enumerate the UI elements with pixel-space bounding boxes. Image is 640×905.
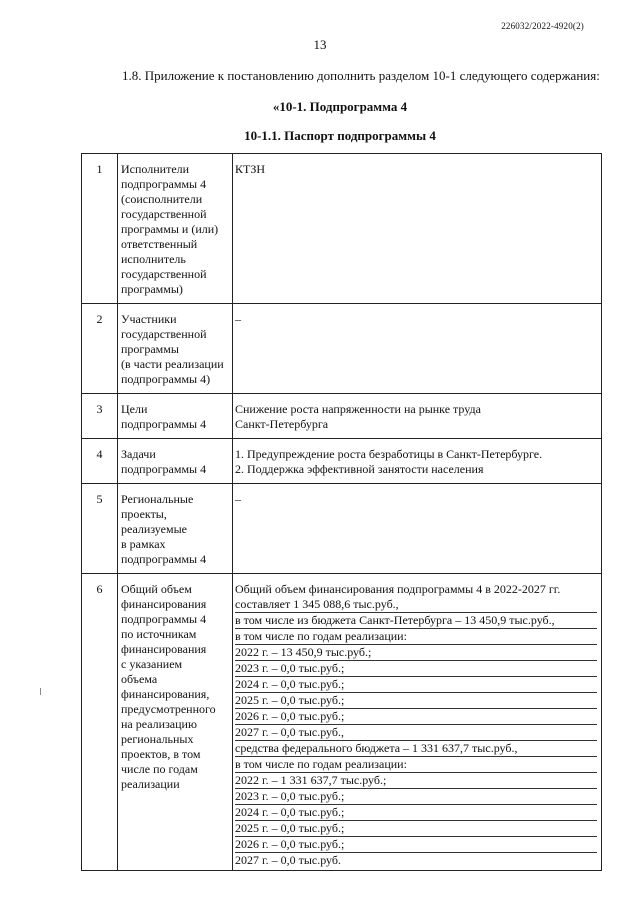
row-number: 1 — [82, 154, 118, 304]
row-label-line: числе по годам — [121, 762, 198, 776]
row-label-line: реализации — [121, 777, 180, 791]
row-label-line: проекты, — [121, 507, 167, 521]
row-content-line: в том числе по годам реализации: — [235, 757, 597, 773]
row-content — [233, 154, 602, 304]
row-label-line: реализуемые — [121, 522, 187, 536]
table-row — [82, 304, 602, 394]
row-label-line: подпрограммы 4 — [121, 462, 207, 476]
section-title: «10-1. Подпрограмма 4 — [272, 99, 408, 114]
table-row — [82, 574, 602, 871]
row-content-line: в том числе по годам реализации: — [235, 629, 597, 645]
row-label-line: ответственный — [121, 237, 198, 251]
row-content-line: 2025 г. – 0,0 тыс.руб.; — [235, 693, 597, 709]
row-content-line: 2024 г. – 0,0 тыс.руб.; — [235, 805, 597, 821]
row-label-line: в рамках — [121, 537, 166, 551]
passport-table-body — [82, 154, 602, 871]
row-label-line: на реализацию — [121, 717, 197, 731]
table-row — [82, 439, 602, 484]
row-content — [233, 394, 602, 439]
passport-table — [81, 153, 602, 871]
row-label-line: по источникам — [121, 627, 197, 641]
row-label-line: программы — [121, 342, 179, 356]
row-number: 4 — [82, 439, 118, 484]
row-label — [118, 574, 233, 871]
row-content-line: – — [235, 492, 241, 506]
row-number: 2 — [82, 304, 118, 394]
page-number: 13 — [313, 37, 327, 52]
row-label — [118, 394, 233, 439]
row-content-line: 2027 г. – 0,0 тыс.руб. — [235, 853, 341, 867]
row-content-line: 2026 г. – 0,0 тыс.руб.; — [235, 837, 597, 853]
row-label-line: Задачи — [121, 447, 156, 461]
row-label — [118, 439, 233, 484]
row-label-line: финансирования — [121, 642, 207, 656]
row-label-line: подпрограммы 4 — [121, 552, 207, 566]
row-content — [233, 574, 602, 871]
row-label-line: проектов, в том — [121, 747, 201, 761]
row-label-line: подпрограммы 4) — [121, 372, 211, 386]
row-content-line: 2023 г. – 0,0 тыс.руб.; — [235, 789, 597, 805]
row-label-line: (в части реализации — [121, 357, 224, 371]
row-number: 6 — [82, 574, 118, 871]
table-row — [82, 154, 602, 304]
row-content — [233, 439, 602, 484]
margin-mark — [40, 688, 41, 695]
row-label-line: Участники — [121, 312, 177, 326]
row-label — [118, 484, 233, 574]
row-number: 5 — [82, 484, 118, 574]
row-content-line: 2023 г. – 0,0 тыс.руб.; — [235, 661, 597, 677]
row-label-line: государственной — [121, 207, 207, 221]
row-label-line: подпрограммы 4 — [121, 177, 207, 191]
table-row — [82, 394, 602, 439]
subsection-title: 10-1.1. Паспорт подпрограммы 4 — [244, 128, 436, 143]
row-content — [233, 304, 602, 394]
row-label-line: Цели — [121, 402, 148, 416]
row-label-line: Исполнители — [121, 162, 190, 176]
row-label-line: исполнитель — [121, 252, 186, 266]
row-label — [118, 304, 233, 394]
row-label-line: государственной — [121, 327, 207, 341]
row-label-line: программы и (или) — [121, 222, 219, 236]
row-label-line: региональных — [121, 732, 194, 746]
row-content-line: 2022 г. – 13 450,9 тыс.руб.; — [235, 645, 597, 661]
row-label-line: финансирования — [121, 597, 207, 611]
row-content-line: Общий объем финансирования подпрограммы 4 в 2022-2027 гг. — [235, 582, 561, 596]
row-label-line: Общий объем — [121, 582, 192, 596]
row-number: 3 — [82, 394, 118, 439]
row-content-line: – — [235, 312, 241, 326]
row-content-line: 2022 г. – 1 331 637,7 тыс.руб.; — [235, 773, 597, 789]
row-label-line: финансирования, — [121, 687, 210, 701]
row-content-line: в том числе из бюджета Санкт-Петербурга – 13 450,9 тыс.руб., — [235, 613, 597, 629]
row-content-line: составляет 1 345 088,6 тыс.руб., — [235, 597, 597, 613]
row-content-line: КТЗН — [235, 162, 266, 176]
row-label-line: (соисполнители — [121, 192, 203, 206]
row-content-line: 2024 г. – 0,0 тыс.руб.; — [235, 677, 597, 693]
row-content-line: Санкт-Петербурга — [235, 417, 329, 431]
row-label-line: подпрограммы 4 — [121, 612, 207, 626]
row-content-line: 1. Предупреждение роста безработицы в Санкт-Петербурге. — [235, 447, 543, 461]
row-content-line: 2025 г. – 0,0 тыс.руб.; — [235, 821, 597, 837]
row-content — [233, 484, 602, 574]
row-label-line: программы) — [121, 282, 183, 296]
row-label-line: с указанием — [121, 657, 183, 671]
intro-paragraph: 1.8. Приложение к постановлению дополнить разделом 10-1 следующего содержания: — [122, 68, 600, 83]
row-label-line: предусмотренного — [121, 702, 216, 716]
row-content-line: Снижение роста напряженности на рынке труда — [235, 402, 481, 416]
document-number: 226032/2022-4920(2) — [501, 21, 584, 31]
row-content-line: 2. Поддержка эффективной занятости населения — [235, 462, 484, 476]
row-label-line: подпрограммы 4 — [121, 417, 207, 431]
row-label-line: Региональные — [121, 492, 194, 506]
row-label-line: объема — [121, 672, 158, 686]
row-label-line: государственной — [121, 267, 207, 281]
row-content-line: 2027 г. – 0,0 тыс.руб., — [235, 725, 597, 741]
row-content-line: средства федерального бюджета – 1 331 637,7 тыс.руб., — [235, 741, 597, 757]
row-label — [118, 154, 233, 304]
table-row — [82, 484, 602, 574]
row-content-line: 2026 г. – 0,0 тыс.руб.; — [235, 709, 597, 725]
